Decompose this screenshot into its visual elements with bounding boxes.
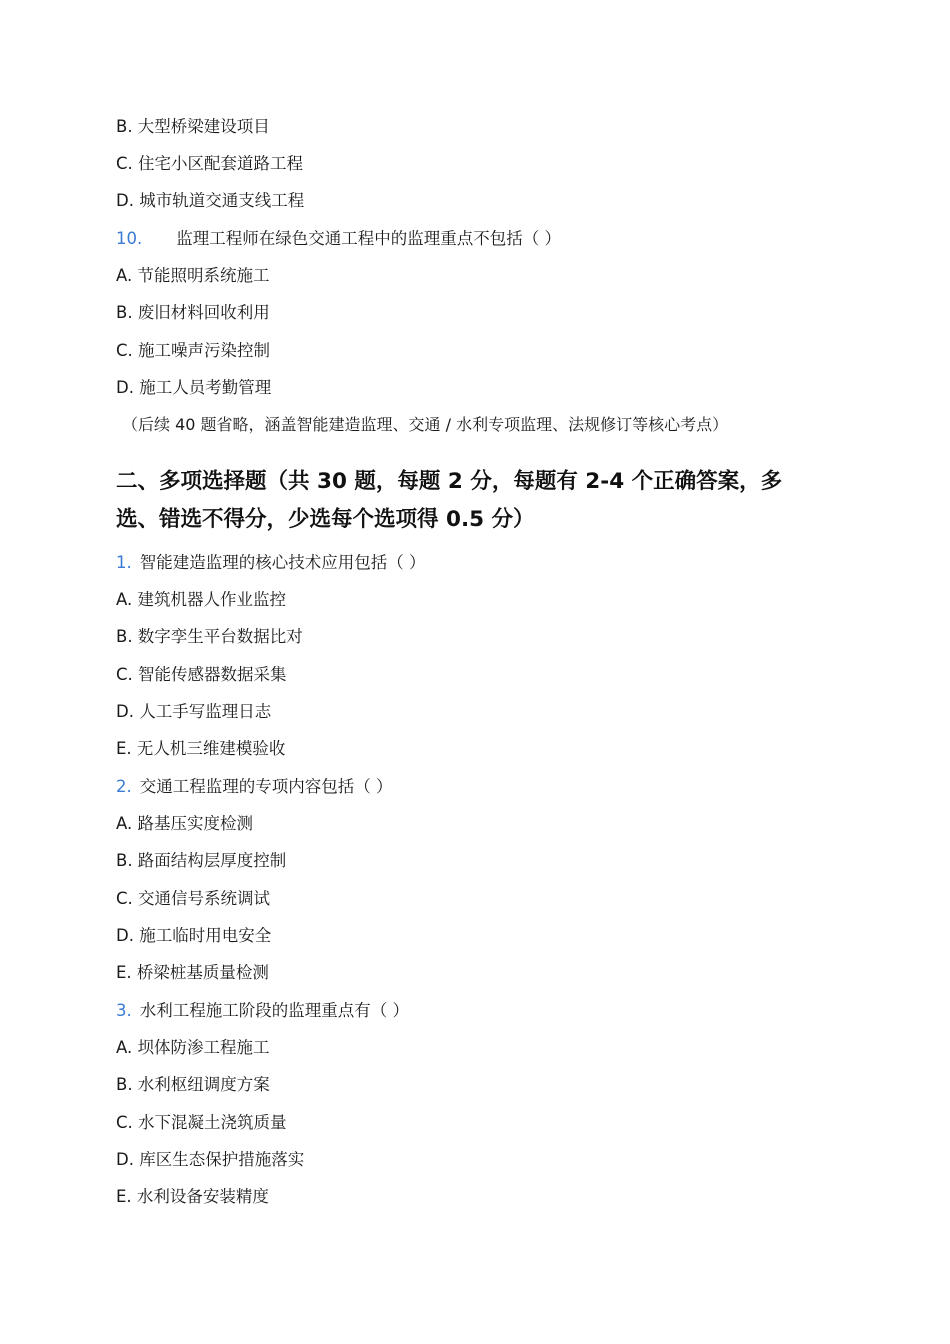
option-line: C. 交通信号系统调试 [116, 889, 271, 908]
question-number: 3. [116, 1001, 132, 1020]
option-line: B. 数字孪生平台数据比对 [116, 627, 303, 646]
option-line: B. 水利枢纽调度方案 [116, 1075, 270, 1094]
option-line: B. 废旧材料回收利用 [116, 303, 270, 322]
option-line: A. 节能照明系统施工 [116, 266, 270, 285]
option-line: E. 桥梁桩基质量检测 [116, 963, 269, 982]
option-line: A. 建筑机器人作业监控 [116, 590, 286, 609]
question-text: 监理工程师在绿色交通工程中的监理重点不包括（ ） [176, 229, 561, 248]
option-line: D. 人工手写监理日志 [116, 702, 272, 721]
section-heading [116, 463, 836, 539]
option-line: D. 城市轨道交通支线工程 [116, 191, 305, 210]
question-number: 10. [116, 229, 143, 248]
question-text: 智能建造监理的核心技术应用包括（ ） [139, 553, 426, 572]
option-line: D. 施工人员考勤管理 [116, 378, 272, 397]
option-line: E. 无人机三维建模验收 [116, 739, 286, 758]
question-line [116, 999, 409, 1023]
option-line: B. 路面结构层厚度控制 [116, 851, 287, 870]
option-line: D. 施工临时用电安全 [116, 926, 272, 945]
option-line: D. 库区生态保护措施落实 [116, 1150, 305, 1169]
option-line: C. 水下混凝土浇筑质量 [116, 1113, 287, 1132]
option-line: E. 水利设备安装精度 [116, 1187, 269, 1206]
question-text: 交通工程监理的专项内容包括（ ） [139, 777, 393, 796]
question-line [116, 551, 426, 575]
omission-note: （后续 40 题省略，涵盖智能建造监理、交通 / 水利专项监理、法规修订等核心考点） [122, 415, 729, 434]
option-line: C. 智能传感器数据采集 [116, 665, 287, 684]
question-number: 1. [116, 553, 132, 572]
option-line: A. 坝体防渗工程施工 [116, 1038, 270, 1057]
question-number: 2. [116, 777, 132, 796]
section-heading-line: 选、错选不得分，少选每个选项得 0.5 分） [116, 507, 535, 532]
option-line: C. 施工噪声污染控制 [116, 341, 271, 360]
option-line: A. 路基压实度检测 [116, 814, 253, 833]
question-line [116, 227, 561, 251]
question-text: 水利工程施工阶段的监理重点有（ ） [139, 1001, 409, 1020]
option-line: C. 住宅小区配套道路工程 [116, 154, 304, 173]
question-line [116, 775, 393, 799]
option-line: B. 大型桥梁建设项目 [116, 117, 270, 136]
section-heading-line: 二、多项选择题（共 30 题，每题 2 分，每题有 2-4 个正确答案，多 [116, 469, 783, 494]
